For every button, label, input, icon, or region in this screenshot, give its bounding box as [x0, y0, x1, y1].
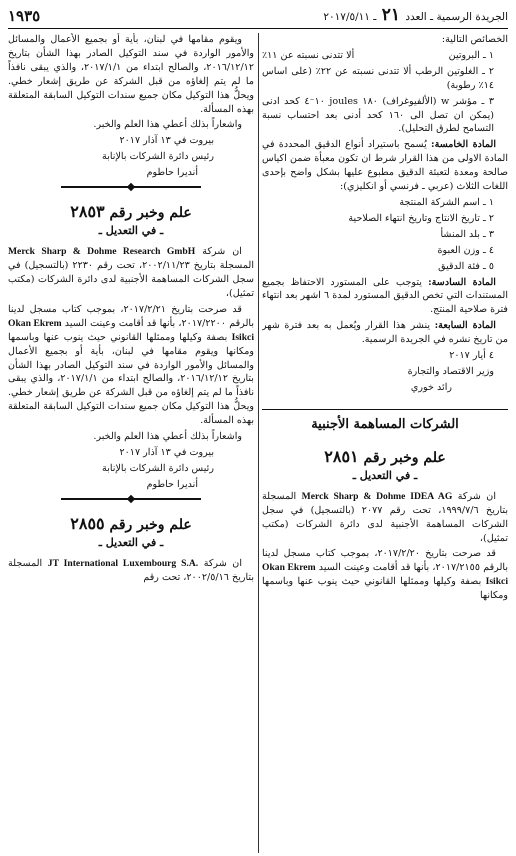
decree-sign-date: ٤ أيار ٢٠١٧: [449, 350, 494, 362]
article-7: [262, 319, 508, 347]
pack-item: ٣ ـ بلد المنشأ: [440, 228, 494, 240]
notice-title-2853: [8, 200, 254, 223]
article-6-label: المادة السادسة:: [428, 276, 496, 288]
separator-diamond: [127, 183, 135, 191]
decree-sign-title: وزير الاقتصاد والتجارة: [407, 365, 494, 377]
article-6-text: يتوجب على المستورد الاحتفاظ بجميع المستندات التي تخص الدقيق المستورد لمدة ٦ اشهر بعد انتهاء فترة صلاحية المنتج.: [262, 276, 508, 316]
notice-number: ٢٨٥٣: [70, 202, 105, 222]
two-column-body: [8, 33, 508, 853]
notice-number: ٢٨٥٥: [70, 513, 105, 533]
issue-date: ـ ٢٠١٧/٥/١١: [323, 11, 377, 24]
notice-text: بصفة وكيلها وممثلها القانوني حيث ينوب عنها وباسمها ومكانها ويقوم مقامها في لبنان، بأية أو بجميع الأعمال والمسائل والأمور الواردة في سند التوكيل الصادر بهذا الشأن بتاريخ ٢٠١٦/١٢/١٢، والصالح ابتداء من ٢٠١٧/١/١، والذي يبقى نافذاً ما لم يتم إلغاؤه من قبل الشركة عن طريق إشعار خطي. ويحلُّ هذا التوكيل مكان جميع سندات التوكيل السابقة المتعلقة بهذه المسألة.: [8, 331, 254, 427]
notice-text: المسجلة بتاريخ ٢٠٠٢/٥/١٦، تحت رقم: [8, 557, 254, 583]
notice-sign-date: بيروت في ١٣ آذار ٢٠١٧: [119, 446, 214, 458]
issue-number: ٢١: [381, 5, 400, 26]
properties-intro: الخصائص التالية:: [441, 34, 508, 45]
notice-title-text: علم وخبر رقم: [109, 205, 192, 222]
article-7-label: المادة السابعة:: [434, 320, 496, 332]
notice-title-text: علم وخبر رقم: [363, 449, 446, 466]
pack-item: ٤ ـ وزن العبوة: [437, 244, 494, 256]
company-name: Merck Sharp & Dohme Research GmbH: [8, 246, 196, 258]
separator-line: [61, 498, 131, 500]
pack-item: ٢ ـ تاريخ الانتاج وتاريخ انتهاء الصلاحية: [348, 212, 494, 224]
property-w-index: ٣ ـ مؤشر w (الألفيوغراف) ١٨٠ joules ١٠⁻٤ كحد ادنى (يمكن ان تصل الى ١٦٠ كحد أدنى بعد احتساب نسبة التسامح لطرق التحليل).: [262, 95, 495, 135]
property-protein: [262, 49, 508, 63]
notice-2851-paragraph-1: [262, 490, 508, 546]
column-divider: [258, 33, 259, 853]
notice-text: قد صرحت بتاريخ ٢٠١٧/٢/٢١، بموجب كتاب مسجل لدينا بالرقم ٢٠١٧/٢٢٠٠، بأنها قد أقامت وعينت السيد: [8, 303, 254, 329]
page-header: [8, 6, 508, 29]
article-5-label: المادة الخامسة:: [431, 139, 496, 151]
gazette-title: [323, 3, 508, 28]
notice-title-2855: [8, 512, 254, 535]
notice-text: المسجلة بتاريخ ١٩٩٩/٧/٦، تحت رقم ٢٠٧٧ (بالتسجيل) في سجل الشركات المساهمة الأجنبية لدى دائرة الشركات (مكتب تمثيل)،: [262, 490, 508, 544]
notice-sign-date: بيروت في ١٣ آذار ٢٠١٧: [119, 135, 214, 147]
notice-title-text: علم وخبر رقم: [109, 516, 192, 533]
gazette-name: الجريدة الرسمية ـ العدد: [405, 11, 508, 24]
notice-2855-paragraph-1: [8, 557, 254, 585]
agent-name: Okan Ekrem Isikci: [8, 317, 254, 343]
continued-paragraph: ويقوم مقامها في لبنان، بأية أو بجميع الأعمال والمسائل والأمور الواردة في سند التوكيل الصادر بهذا الشأن بتاريخ ٢٠١٦/١٢/١٢، والصالح ابتداء من ٢٠١٧/١/١، والذي يبقى نافذاً ما لم يتم إلغاؤه من قبل الشركة عن طريق إشعار خطي. ويحلُّ هذا التوكيل مكان جميع سندات التوكيل السابقة المتعلقة بهذه المسألة.: [8, 34, 254, 115]
notice-text: قد صرحت بتاريخ ٢٠١٧/٢/٢٠، بموجب كتاب مسجل لدينا بالرقم ٢٠١٧/٢١٥٥، بأنها قد أقامت وعينت السيد: [262, 548, 508, 574]
agent-name: Okan Ekrem Isikci: [262, 562, 508, 588]
decree-sign-name: رائد خوري: [410, 381, 452, 393]
right-column: [262, 33, 508, 853]
notice-number: ٢٨٥١: [324, 446, 359, 466]
notice-prefix: ان شركة: [457, 490, 496, 502]
notice-2853-paragraph-1: [8, 245, 254, 301]
separator-line: [131, 186, 201, 188]
article-6: [262, 276, 508, 318]
notice-sign-name: أنديرا حاطوم: [146, 167, 198, 179]
notice-closing: واشعاراً بذلك أعطي هذا العلم والخبر.: [93, 431, 242, 443]
notice-2851-paragraph-2: [262, 547, 508, 603]
notice-2853-paragraph-2: [8, 303, 254, 428]
notice-text: المسجلة بتاريخ ٢٠٠٢/١١/٢٣، تحت رقم ٢٢٣٠ (بالتسجيل) في سجل الشركات المساهمة الأجنبية لدى دائرة الشركات (مكتب تمثيل)،: [8, 260, 254, 300]
page-number: ١٩٣٥: [8, 7, 41, 26]
separator-ornament: [8, 184, 254, 190]
left-column: [8, 33, 254, 853]
article-5-text: يُسمح باستيراد أنواع الدقيق المحددة في المادة الاولى من هذا القرار شرط ان تكون معبأة ضمن اكياس صالحة ومعدة لتعبئة الدقيق مطبوع عليها بشكل واضح بإحدى اللغات الثلاث (عربي ـ فرنسي أو انكليزي):: [262, 139, 508, 193]
notice-sign-title: رئيس دائرة الشركات بالإنابة: [102, 462, 214, 474]
property-label: ١ ـ البروتين: [448, 49, 494, 61]
notice-subtitle: ـ في التعديل ـ: [352, 468, 418, 482]
property-value: ألا تتدنى نسبته عن ١١٪: [262, 49, 355, 61]
separator-ornament: [8, 496, 254, 502]
separator-diamond: [127, 494, 135, 502]
notice-sign-name: أنديرا حاطوم: [146, 478, 198, 490]
company-name: JT International Luxembourg S.A.: [47, 557, 199, 569]
separator-line: [131, 498, 201, 500]
notice-prefix: ان شركة: [202, 246, 242, 258]
company-name: Merck Sharp & Dohme IDEA AG: [301, 490, 453, 502]
notice-closing: واشعاراً بذلك أعطي هذا العلم والخبر.: [93, 119, 242, 131]
separator-line: [61, 186, 131, 188]
article-5: [262, 138, 508, 194]
notice-sign-title: رئيس دائرة الشركات بالإنابة: [102, 151, 214, 163]
section-heading-foreign-companies: الشركات المساهمة الأجنبية: [262, 409, 508, 435]
notice-text: بصفة وكيلها وممثلها القانوني حيث ينوب عنها وباسمها ومكانها: [262, 576, 508, 602]
pack-item: ١ ـ اسم الشركة المنتجة: [399, 196, 494, 208]
notice-subtitle: ـ في التعديل ـ: [98, 224, 164, 238]
property-gluten: ٢ ـ الغلوتين الرطب ألا تتدنى نسبته عن ٢٢٪ (على اساس ١٤٪ رطوبة): [262, 65, 494, 91]
article-7-text: ينشر هذا القرار ويُعمل به بعد فترة شهر من تاريخ نشره في الجريدة الرسمية.: [262, 320, 508, 346]
notice-prefix: ان شركة: [203, 557, 243, 569]
notice-subtitle: ـ في التعديل ـ: [98, 536, 164, 549]
notice-title-2851: [262, 445, 508, 468]
pack-item: ٥ ـ فئة الدقيق: [438, 260, 494, 272]
